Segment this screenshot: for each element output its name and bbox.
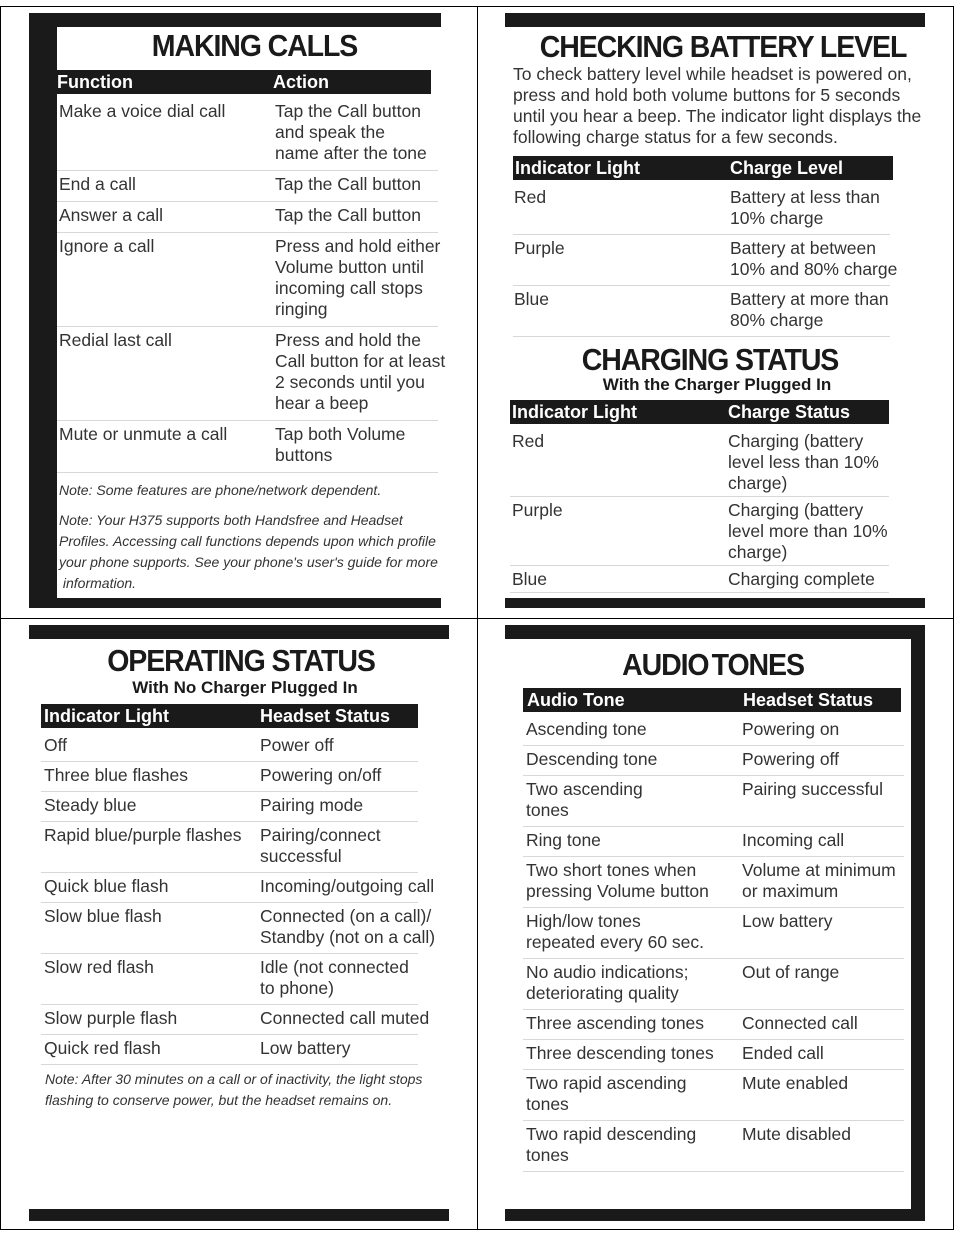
cell-status: Pairing/connect successful	[260, 825, 381, 866]
cell-tone: Three descending tones	[526, 1043, 714, 1063]
cell-light: Steady blue	[44, 795, 137, 815]
cell-light: Three blue flashes	[44, 765, 188, 785]
cell-light: Slow red flash	[44, 957, 154, 977]
table-row	[513, 184, 890, 235]
table-row	[41, 762, 418, 792]
cell-tone: Two rapid descending tones	[526, 1124, 697, 1165]
charge-status-column-header: Charge Status	[728, 402, 851, 422]
table-row	[41, 1005, 430, 1035]
making-calls-top-bar	[29, 13, 441, 27]
battery-intro: To check battery level while headset is powered on, press and hold both volume buttons for 5 seconds until you hear a beep. The indicator light displays the following charge status for a few seconds.	[513, 64, 922, 147]
battery-table-header	[513, 156, 893, 180]
making-calls-table-header	[57, 70, 431, 94]
operating-table-header	[41, 704, 418, 728]
indicator-light-column-header: Indicator Light	[44, 706, 169, 726]
table-row	[41, 873, 435, 903]
page-divider-horizontal	[0, 618, 954, 619]
charge-level-column-header: Charge Level	[730, 158, 844, 178]
indicator-light-column-header: Indicator Light	[515, 158, 640, 178]
cell-light: Red	[512, 431, 545, 451]
cell-status: Powering on	[742, 719, 840, 739]
cell-light: Blue	[512, 569, 548, 589]
cell-light: Blue	[514, 289, 550, 309]
table-row	[57, 327, 446, 421]
cell-light: Quick blue flash	[44, 876, 169, 896]
cell-tone: Ring tone	[526, 830, 601, 850]
charging-table-header	[510, 400, 889, 424]
table-row	[523, 827, 904, 857]
cell-tone: Two short tones when pressing Volume button	[526, 860, 709, 901]
cell-light: Quick red flash	[44, 1038, 161, 1058]
table-row	[57, 98, 438, 171]
charging-panel	[510, 344, 910, 593]
cell-status: Incoming call	[742, 830, 845, 850]
cell-tone: Two rapid ascending tones	[526, 1073, 687, 1114]
audio-top-bar	[505, 625, 925, 639]
cell-light: Purple	[512, 500, 563, 520]
table-row	[41, 954, 418, 1005]
audio-table	[523, 716, 904, 1172]
table-row	[57, 421, 438, 473]
cell-status: Connected call	[742, 1013, 858, 1033]
battery-table	[513, 184, 898, 337]
cell-status: Volume at minimum or maximum	[742, 860, 896, 901]
table-row	[523, 716, 904, 746]
charging-table	[510, 428, 889, 593]
cell-status: Charging complete	[728, 569, 875, 589]
table-row	[41, 903, 436, 954]
table-row	[510, 497, 889, 566]
making-calls-note-2: Note: Your H375 supports both Handsfree and Headset Profiles. Accessing call functions depends upon which profile your phone supports. See your phone's user's guide for more information.	[59, 512, 438, 591]
cell-status: Powering off	[742, 749, 839, 769]
table-row	[523, 908, 904, 959]
cell-level: Battery at less than 10% charge	[730, 187, 880, 228]
cell-function: End a call	[59, 174, 136, 194]
battery-bottom-bar	[505, 598, 925, 608]
cell-function: Mute or unmute a call	[59, 424, 228, 444]
action-column-header: Action	[273, 72, 329, 92]
operating-note: Note: After 30 minutes on a call or of inactivity, the light stops flashing to conserve power, but the headset remains on.	[45, 1071, 423, 1108]
cell-light: Slow purple flash	[44, 1008, 178, 1028]
cell-status: Powering on/off	[260, 765, 382, 785]
table-row	[41, 822, 418, 873]
table-row	[523, 959, 904, 1010]
table-row	[41, 1035, 418, 1065]
cell-action: Press and hold either Volume button until incoming call stops ringing	[275, 236, 441, 319]
making-calls-table	[57, 98, 446, 473]
table-row	[523, 1070, 904, 1121]
audio-table-header	[523, 688, 901, 712]
cell-status: Ended call	[742, 1043, 824, 1063]
cell-status: Pairing successful	[742, 779, 884, 799]
table-row	[57, 233, 441, 327]
battery-panel	[513, 27, 933, 337]
cell-action: Tap the Call button	[275, 205, 421, 225]
function-column-header: Function	[57, 72, 133, 92]
operating-bottom-bar	[29, 1209, 449, 1221]
operating-title: OPERATING STATUS	[107, 643, 375, 678]
cell-status: Charging (battery level more than 10% charge)	[728, 500, 888, 562]
table-row	[41, 732, 418, 762]
cell-tone: Two ascending tones	[526, 779, 643, 820]
cell-status: Pairing mode	[260, 795, 364, 815]
operating-subtitle: With No Charger Plugged In	[132, 678, 358, 697]
table-row	[41, 792, 418, 822]
cell-tone: High/low tones repeated every 60 sec.	[526, 911, 705, 952]
headset-status-column-header: Headset Status	[743, 690, 874, 710]
cell-light: Rapid blue/purple flashes	[44, 825, 242, 845]
cell-level: Battery at more than 80% charge	[730, 289, 889, 330]
cell-light: Red	[514, 187, 547, 207]
cell-tone: Descending tone	[526, 749, 658, 769]
cell-tone: Ascending tone	[526, 719, 647, 739]
operating-table	[41, 732, 436, 1065]
cell-status: Connected (on a call)/ Standby (not on a call)	[260, 906, 436, 947]
cell-action: Press and hold the Call button for at least 2 seconds until you hear a beep	[275, 330, 446, 413]
cell-status: Mute enabled	[742, 1073, 849, 1093]
making-calls-bottom-bar	[29, 598, 441, 608]
cell-status: Out of range	[742, 962, 840, 982]
cell-status: Low battery	[260, 1038, 351, 1058]
cell-status: Power off	[260, 735, 334, 755]
table-row	[523, 776, 904, 827]
operating-panel	[41, 639, 461, 1111]
making-calls-note-1: Note: Some features are phone/network dependent.	[59, 482, 382, 498]
table-row	[510, 428, 889, 497]
battery-top-bar	[505, 13, 925, 27]
audio-right-bar	[911, 625, 925, 1221]
cell-light: Purple	[514, 238, 565, 258]
audio-panel	[523, 639, 911, 1172]
indicator-light-column-header: Indicator Light	[512, 402, 637, 422]
headset-status-column-header: Headset Status	[260, 706, 391, 726]
charging-title: CHARGING STATUS	[581, 342, 839, 377]
table-row	[57, 171, 438, 202]
cell-light: Off	[44, 735, 68, 755]
cell-action: Tap both Volume buttons	[275, 424, 406, 465]
cell-action: Tap the Call button and speak the name after the tone	[275, 101, 427, 163]
cell-function: Answer a call	[59, 205, 164, 225]
table-row	[57, 202, 438, 233]
cell-status: Incoming/outgoing call	[260, 876, 435, 896]
cell-tone: No audio indications; deteriorating quality	[526, 962, 689, 1003]
cell-status: Connected call muted	[260, 1008, 430, 1028]
cell-function: Ignore a call	[59, 236, 155, 256]
making-calls-title: MAKING CALLS	[151, 28, 358, 63]
cell-status: Low battery	[742, 911, 833, 931]
table-row	[523, 1010, 904, 1040]
cell-status: Charging (battery level less than 10% charge)	[728, 431, 879, 493]
cell-tone: Three ascending tones	[526, 1013, 705, 1033]
making-calls-panel	[57, 27, 452, 594]
making-calls-left-bar	[29, 13, 57, 608]
table-row	[523, 1040, 904, 1070]
cell-light: Slow blue flash	[44, 906, 162, 926]
audio-bottom-bar	[505, 1209, 925, 1221]
table-row	[513, 286, 890, 337]
cell-action: Tap the Call button	[275, 174, 421, 194]
table-row	[523, 1121, 904, 1172]
cell-level: Battery at between 10% and 80% charge	[730, 238, 898, 279]
table-row	[513, 235, 898, 286]
cell-status: Mute disabled	[742, 1124, 851, 1144]
operating-top-bar	[29, 625, 449, 639]
audio-tone-column-header: Audio Tone	[527, 690, 625, 710]
cell-status: Idle (not connected to phone)	[260, 957, 409, 998]
battery-title: CHECKING BATTERY LEVEL	[539, 29, 907, 64]
table-row	[523, 857, 904, 908]
audio-title: AUDIO TONES	[622, 647, 804, 682]
table-row	[523, 746, 904, 776]
table-row	[510, 566, 889, 593]
cell-function: Make a voice dial call	[59, 101, 226, 121]
cell-function: Redial last call	[59, 330, 172, 350]
charging-subtitle: With the Charger Plugged In	[602, 375, 832, 394]
